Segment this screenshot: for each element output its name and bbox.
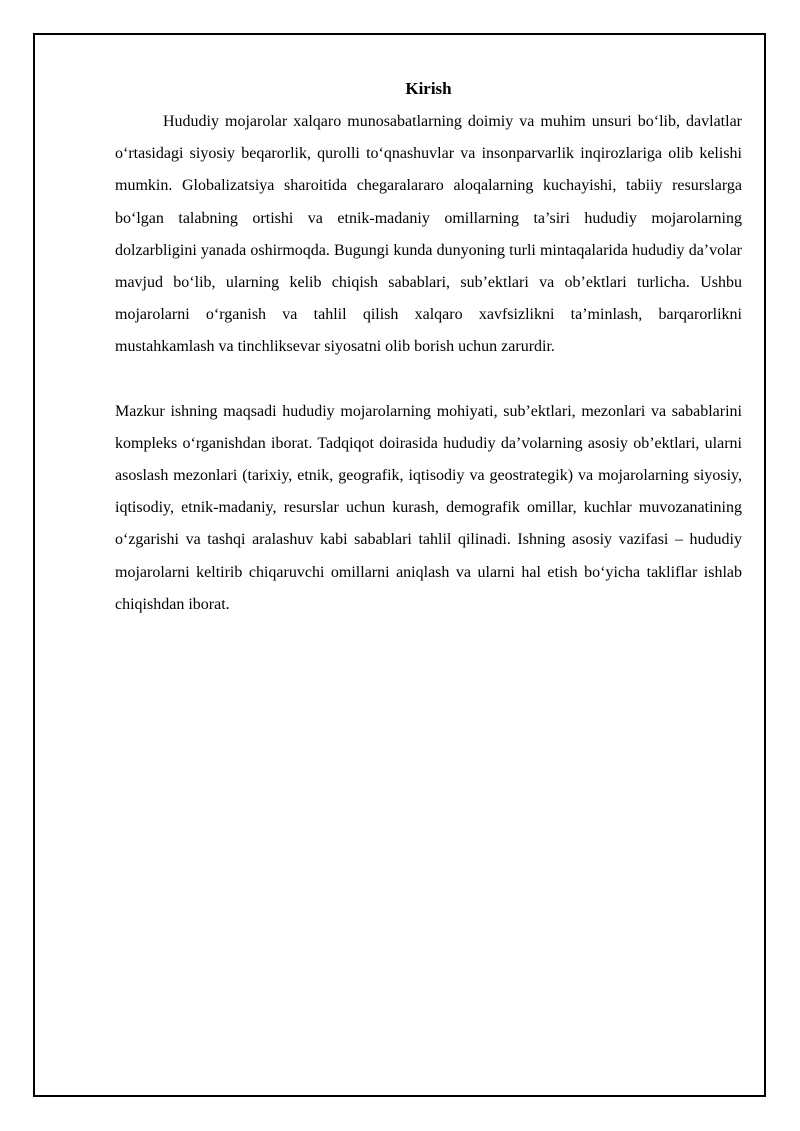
paragraph-objective: Mazkur ishning maqsadi hududiy mojarolarning mohiyati, sub’ektlari, mezonlari va sabablarini kompleks o‘rganishdan iborat. Tadqiqot doirasida hududiy da’volarning asosiy ob’ektlari, ularni asoslash mezonlari (tarixiy, etnik, geografik, iqtisodiy va geostrategik) va mojarolarning siyosiy, iqtisodiy, etnik-madaniy, resurslar uchun kurash, demografik omillar, kuchlar muvozanatining o‘zgarishi va tashqi aralashuv kabi sabablari tahlil qilinadi. Ishning asosiy vazifasi – hududiy mojarolarni keltirib chiqaruvchi omillarni aniqlash va ularni hal etish bo‘yicha takliflar ishlab chiqishdan iborat. — [115, 402, 742, 613]
paragraph-introduction: Hududiy mojarolar xalqaro munosabatlarning doimiy va muhim unsuri bo‘lib, davlatlar o‘rtasidagi siyosiy beqarorlik, qurolli to‘qnashuvlar va insonparvarlik inqirozlariga olib kelishi mumkin. Globalizatsiya sharoitida chegaralararo aloqalarning kuchayishi, tabiiy resurslarga bo‘lgan talabning ortishi va etnik-madaniy omillarning ta’siri hududiy mojarolarning dolzarbligini yanada oshirmoqda. Bugungi kunda dunyoning turli mintaqalarida hududiy da’volar mavjud bo‘lib, ularning kelib chiqish sabablari, sub’ektlari va ob’ektlari turlicha. Ushbu mojarolarni o‘rganish va tahlil qilish xalqaro xavfsizlikni ta’minlash, barqarorlikni mustahkamlash va tinchliksevar siyosatni olib borish uchun zarurdir. — [115, 113, 742, 356]
document-body — [115, 76, 742, 621]
page-title: Kirish — [405, 79, 452, 98]
